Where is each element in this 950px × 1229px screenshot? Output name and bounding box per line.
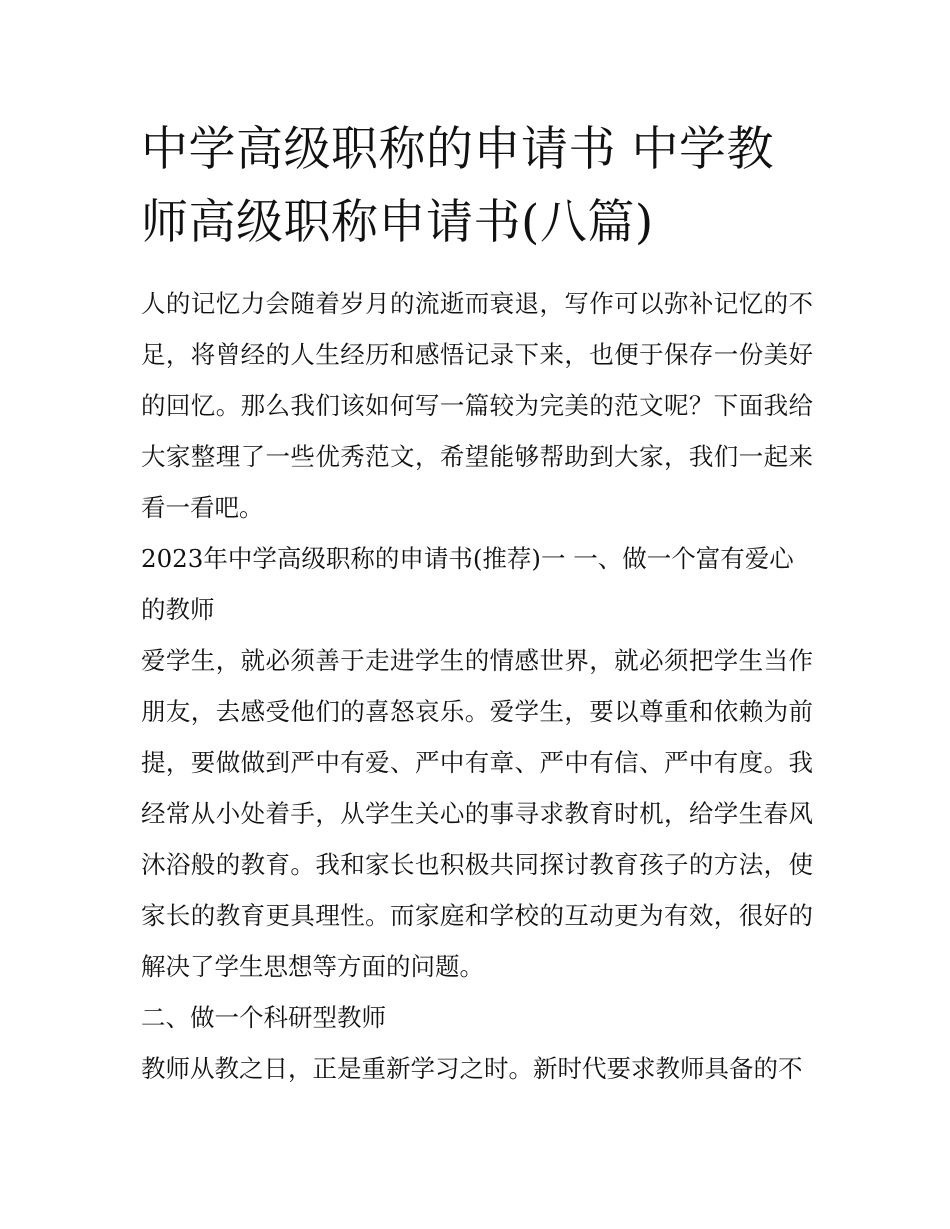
document-title: 中学高级职称的申请书 中学教师高级职称申请书(八篇) bbox=[141, 122, 774, 250]
section1-paragraph: 爱学生，就必须善于走进学生的情感世界，就必须把学生当作朋友，去感受他们的喜怒哀乐。爱学生，要以尊重和依赖为前提，要做做到严中有爱、严中有章、严中有信、严中有度。我经常从小处着手，从学生关心的事寻求教育时机，给学生春风沐浴般的教育。我和家长也积极共同探讨教育孩子的方法，使家长的教育更具理性。而家庭和学校的互动更为有效，很好的解决了学生思想等方面的问题。 bbox=[141, 646, 813, 981]
section1-heading: 2023年中学高级职称的申请书(推荐)一 一、做一个富有爱心的教师 bbox=[141, 544, 794, 624]
document-page bbox=[141, 113, 813, 1094]
section2-paragraph: 教师从教之日，正是重新学习之时。新时代要求教师具备的不 bbox=[141, 1054, 803, 1083]
intro-paragraph: 人的记忆力会随着岁月的流逝而衰退，写作可以弥补记忆的不足，将曾经的人生经历和感悟记录下来，也便于保存一份美好的回忆。那么我们该如何写一篇较为完美的范文呢？下面我给大家整理了一些优秀范文，希望能够帮助到大家，我们一起来看一看吧。 bbox=[141, 289, 813, 522]
section2-heading: 二、做一个科研型教师 bbox=[141, 1003, 386, 1032]
